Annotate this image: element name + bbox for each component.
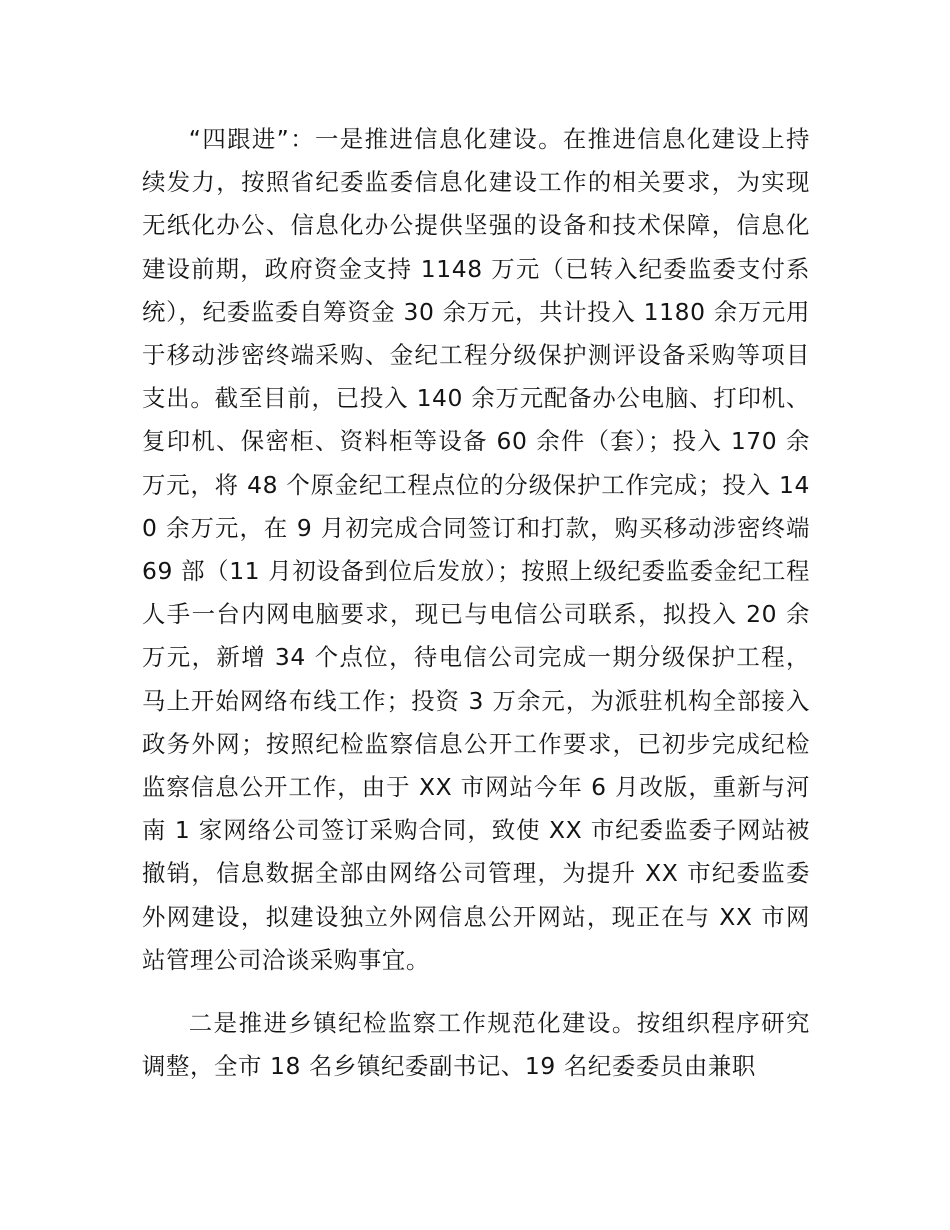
paragraph-township-standardization: 二是推进乡镇纪检监察工作规范化建设。按组织程序研究调整，全市 18 名乡镇纪委副书记、19 名纪委委员由兼职 xyxy=(142,1009,810,1081)
paragraph-informatization: “四跟进”：一是推进信息化建设。在推进信息化建设上持续发力，按照省纪委监委信息化建设工作的相关要求，为实现无纸化办公、信息化办公提供坚强的设备和技术保障，信息化建设前期，政府资金支持 1148 万元（已转入纪委监委支付系统），纪委监委自筹资金 30 余万元，共计投入 1180 余万元用于移动涉密终端采购、金纪工程分级保护测评设备采购等项目支出。截至目前，已投入 140 余万元配备办公电脑、打印机、复印机、保密柜、资料柜等设备 60 余件（套）；投入 170 余万元，将 48 个原金纪工程点位的分级保护工作完成；投入 140 余万元，在 9 月初完成合同签订和打款，购买移动涉密终端 69 部（11 月初设备到位后发放）；按照上级纪委监委金纪工程人手一台内网电脑要求，现已与电信公司联系，拟投入 20 余万元，新增 34 个点位，待电信公司完成一期分级保护工程，马上开始网络布线工作；投资 3 万余元，为派驻机构全部接入政务外网；按照纪检监察信息公开工作要求，已初步完成纪检监察信息公开工作，由于 XX 市网站今年 6 月改版，重新与河南 1 家网络公司签订采购合同，致使 XX 市纪委监委子网站被撤销，信息数据全部由网络公司管理，为提升 XX 市纪委监委外网建设，拟建设独立外网信息公开网站，现正在与 XX 市网站管理公司洽谈采购事宜。 xyxy=(142,125,810,974)
